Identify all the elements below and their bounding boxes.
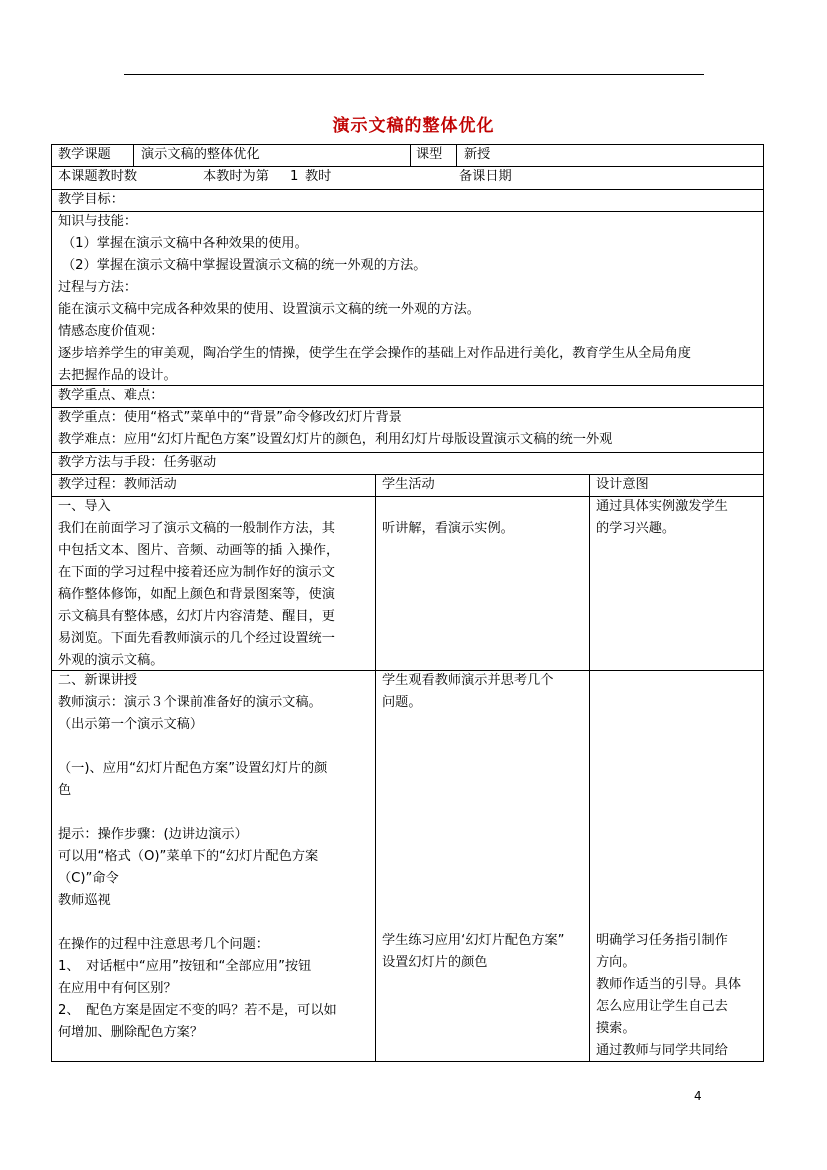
lesson-topic-value: 演示文稿的整体优化 bbox=[141, 147, 260, 162]
objectives-content: 知识与技能： （1）掌握在演示文稿中各种效果的使用。 （2）掌握在演示文稿中掌握设置演示文稿的统一外观的方法。 过程与方法： 能在演示文稿中完成各种效果的使用、设置演示文稿的统一外观的方法。 情感态度价值观： 逐步培养学生的审美观，陶冶学生的情操，使学生在学会操作的基础上对作品进行美化，教育学生从全局角度 去把握作品的设计。 bbox=[58, 214, 691, 383]
page-number: 4 bbox=[694, 1089, 702, 1103]
lesson-topic-label: 教学课题 bbox=[58, 147, 111, 162]
new-lesson-student-practice: 学生练习应用‘幻灯片配色方案” 设置幻灯片的颜色 bbox=[382, 933, 565, 970]
lesson-type-label: 课型 bbox=[416, 147, 443, 162]
teaching-method: 教学方法与手段：任务驱动 bbox=[58, 455, 217, 470]
column-header-student: 学生活动 bbox=[382, 477, 435, 492]
column-header-teacher: 教学过程：教师活动 bbox=[58, 477, 177, 492]
new-lesson-student-observe: 学生观看教师演示并思考几个 问题。 bbox=[382, 673, 554, 710]
document-title: 演示文稿的整体优化 bbox=[332, 116, 495, 136]
lesson-type-value: 新授 bbox=[464, 147, 491, 162]
intro-design-purpose: 通过具体实例激发学生 的学习兴趣。 bbox=[596, 499, 728, 536]
key-points-heading: 教学重点、难点： bbox=[58, 388, 164, 403]
this-hour-number: 1 bbox=[290, 169, 299, 184]
new-lesson-teacher-activity: 二、新课讲授 教师演示：演示３个课前准备好的演示文稿。 （出示第一个演示文稿） （一)、应用“幻灯片配色方案”设置幻灯片的颜 色 提示：操作步骤：(边讲边演示） 可以用“格式（O)”菜单下的“幻灯片配色方案 （C)”命令 教师巡视 在操作的过程中注意思考几个问题： 1、 对话框中“应用”按钮和“全部应用”按钮 在应用中有何区别？ 2、 配色方案是固定不变的吗？若不是，可以如 何增加、删除配色方案？ bbox=[58, 673, 337, 1040]
prep-date-label: 备课日期 bbox=[459, 169, 512, 184]
key-points-content: 教学重点：使用“格式”菜单中的“背景”命令修改幻灯片背景 教学难点：应用“幻灯片配色方案”设置幻灯片的颜色，利用幻灯片母版设置演示文稿的统一外观 bbox=[58, 410, 613, 447]
column-header-purpose: 设计意图 bbox=[596, 477, 649, 492]
intro-teacher-activity: 一、导入 我们在前面学习了演示文稿的一般制作方法，其 中包括文本、图片、音频、动画等的插 入操作， 在下面的学习过程中接着还应为制作好的演示文 稿作整体修饰，如配上颜色和背景图案等，使演 示文稿具有整体感，幻灯片内容清楚、醒目，更 易浏览。下面先看教师演示的几个经过设置统一 外观的演示文稿。 bbox=[58, 499, 340, 668]
new-lesson-design-purpose: 明确学习任务指引制作 方向。 教师作适当的引导。具体 怎么应用让学生自己去 摸索。 通过教师与同学共同给 bbox=[596, 933, 742, 1058]
header-rule bbox=[124, 74, 704, 75]
intro-student-activity: 听讲解，看演示实例。 bbox=[382, 521, 514, 536]
objectives-heading: 教学目标： bbox=[58, 192, 124, 207]
total-hours-label: 本课题教时数 bbox=[58, 169, 138, 184]
this-hour-suffix: 教时 bbox=[305, 169, 332, 184]
this-hour-prefix: 本教时为第 bbox=[203, 169, 269, 184]
